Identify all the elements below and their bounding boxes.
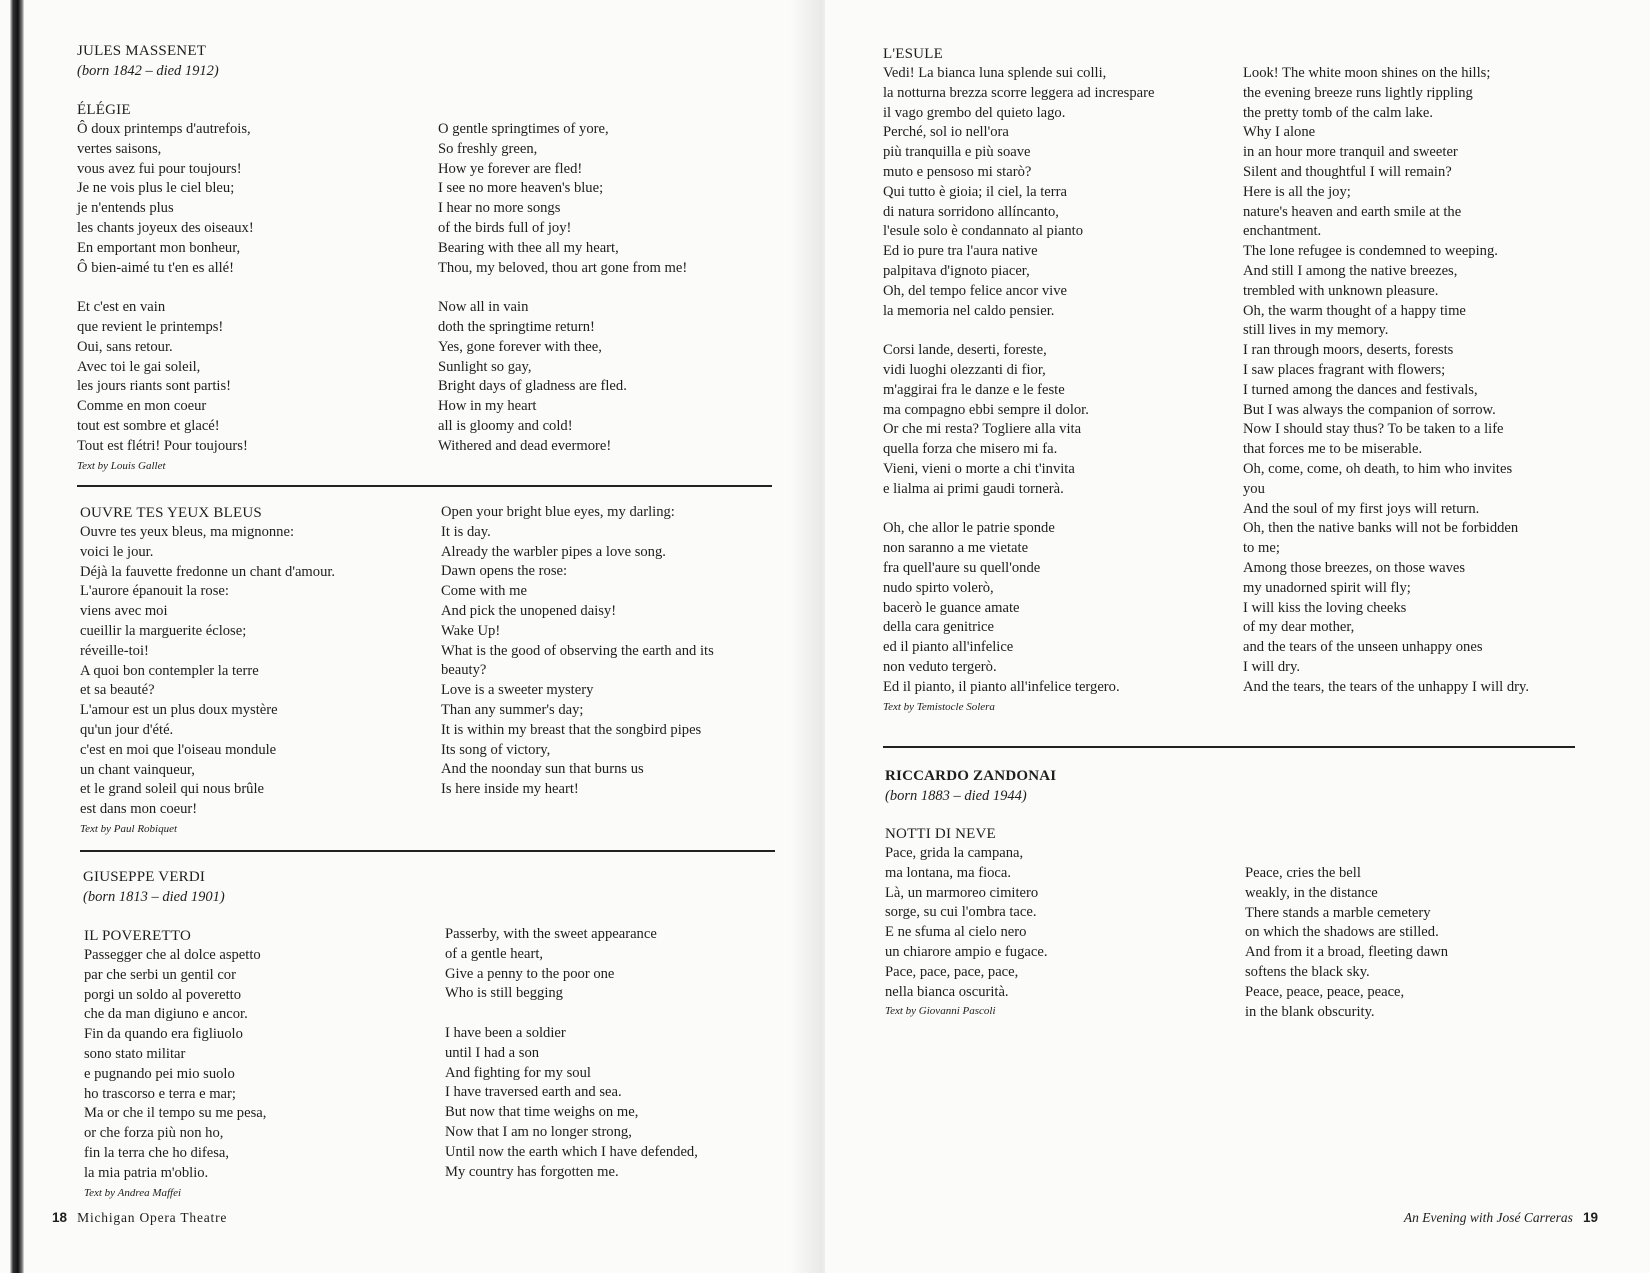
lyric-line: Why I alone [1243,124,1316,141]
lyric-line: Corsi lande, deserti, foreste, [883,342,1047,359]
lyric-line: cueillir la marguerite éclose; [80,622,247,639]
text-credit: Text by Giovanni Pascoli [885,1005,996,1018]
lyric-line: Until now the earth which I have defended, [445,1143,698,1160]
lyric-line: Now that I am no longer strong, [445,1123,632,1140]
text-credit: Text by Temistocle Solera [883,700,995,713]
lyric-line: più tranquilla e più soave [883,144,1031,161]
lyric-line: vertes saisons, [77,140,162,157]
section-divider [80,850,775,852]
lyric-line: Its song of victory, [441,741,551,758]
lyric-line: Passegger che al dolce aspetto [84,947,261,963]
lyric-line: Here is all the joy; [1243,183,1351,200]
lyric-line: sorge, su cui l'ombra tace. [885,904,1037,921]
lyric-line: that forces me to be miserable. [1243,441,1423,458]
lyric-line: che da man digiuno e ancor. [84,1006,248,1023]
lyric-line [883,500,1154,520]
lyric-line: in the blank obscurity. [1245,1003,1375,1020]
lyric-line: la mia patria m'oblio. [84,1164,209,1181]
text-credit: Text by Louis Gallet [77,459,166,472]
lyrics [84,946,266,1184]
lyric-line: to me; [1243,540,1280,557]
composer-dates: (born 1813 – died 1901) [83,889,225,905]
lyric-line: on which the shadows are stilled. [1245,924,1439,941]
composer-name: RICCARDO ZANDONAI [885,768,1057,784]
lyric-line: quella forza che misero mi fa. [883,441,1058,458]
lyric-line: la memoria nel caldo pensier. [883,302,1055,319]
lyric-line: nudo spirto volerò, [883,579,994,596]
text-credit: Text by Andrea Maffei [84,1186,182,1199]
lyric-line: my unadorned spirit will fly; [1243,579,1411,596]
section-divider [77,485,772,487]
publication-name: An Evening with José Carreras [1403,1210,1573,1225]
lyric-line: un chiarore ampio e fugace. [885,943,1048,960]
lyric-line: En emportant mon bonheur, [77,239,241,256]
lyric-line [77,278,254,298]
lyric-line: Là, un marmoreo cimitero [885,884,1039,901]
lyric-line: Give a penny to the poor one [445,965,615,982]
lyric-line: E ne sfuma al cielo nero [885,924,1027,941]
lyric-line: Tout est flétri! Pour toujours! [77,437,248,454]
lyric-line: Come with me [441,583,527,600]
lyric-line: qu'un jour d'été. [80,721,174,738]
poveretto-italian [84,926,266,1201]
lyric-line: ma lontana, ma fioca. [885,864,1012,881]
lyric-line: viens avec moi [80,603,168,620]
lyric-line: There stands a marble cemetery [1245,904,1431,921]
publication-name: Michigan Opera Theatre [77,1210,228,1225]
lyric-line: The lone refugee is condemned to weeping. [1243,243,1498,260]
song-title: NOTTI DI NEVE [885,826,996,842]
lyric-line: non veduto tergerò. [883,658,997,675]
lyric-line: et le grand soleil qui nous brûle [80,781,265,798]
lyric-line: Pace, pace, pace, pace, [885,963,1019,980]
lyric-line: les chants joyeux des oiseaux! [77,219,254,236]
lyric-line: les jours riants sont partis! [77,378,232,395]
lyric-line: Qui tutto è gioia; il ciel, la terra [883,183,1067,200]
lyric-line: Peace, cries the bell [1245,865,1361,881]
lyric-line: Or che mi resta? Togliere alla vita [883,421,1082,438]
lyric-line: Je ne vois plus le ciel bleu; [77,180,235,197]
lyric-line: It is within my breast that the songbird pipes [441,721,702,738]
lyric-line: enchantment. [1243,223,1322,240]
song-title: L'ESULE [883,46,943,62]
lyric-line: I will dry. [1243,658,1301,675]
lyric-line: How ye forever are fled! [438,160,583,177]
lyric-line [438,278,687,298]
lyric-line: I have traversed earth and sea. [445,1084,622,1101]
lyric-line: di natura sorridono allíncanto, [883,203,1059,220]
lyric-line: softens the black sky. [1245,963,1370,980]
lyric-line: sono stato militar [84,1045,186,1062]
lyric-line: Oh, then the native banks will not be forbidden [1243,520,1519,537]
lyric-line: Silent and thoughtful I will remain? [1243,163,1452,180]
lyric-line: par che serbi un gentil cor [84,966,236,983]
lyric-line: Already the warbler pipes a love song. [441,543,666,560]
page-number: 18 [52,1210,68,1225]
lyric-line: L'aurore épanouit la rose: [80,583,229,600]
lyric-line: porgi un soldo al poveretto [84,986,241,1003]
right-page [825,0,1650,1273]
lyric-line: Ouvre tes yeux bleus, ma mignonne: [80,524,294,540]
lyric-line: in an hour more tranquil and sweeter [1243,144,1458,161]
lyric-line: But now that time weighs on me, [445,1104,639,1121]
lyric-line: ed il pianto all'infelice [883,639,1014,656]
lyrics [885,844,1047,1002]
lyric-line: O gentle springtimes of yore, [438,121,609,137]
lyric-line: Peace, peace, peace, peace, [1245,983,1405,1000]
section-divider [883,746,1575,748]
lyric-line: c'est en moi que l'oiseau mondule [80,741,277,758]
lyric-line: nature's heaven and earth smile at the [1243,203,1462,220]
zandonai-header [885,766,1056,806]
ouvre-french [80,503,335,837]
lyric-line: I hear no more songs [438,200,561,217]
lyrics [883,64,1154,698]
lyric-line: Ed il pianto, il pianto all'infelice tergero. [883,678,1120,695]
lyric-line: of a gentle heart, [445,945,544,962]
lyric-line: Bright days of gladness are fled. [438,378,627,395]
lyric-line: fra quell'aure su quell'onde [883,559,1041,576]
lyric-line: Vieni, vieni o morte a chi t'invita [883,460,1075,477]
lyric-line: la notturna brezza scorre leggera ad increspare [883,84,1155,101]
lyric-line: m'aggirai fra le danze e le feste [883,381,1065,398]
lyric-line: So freshly green, [438,140,538,157]
lyric-line: I ran through moors, deserts, forests [1243,342,1454,359]
lyric-line: I saw places fragrant with flowers; [1243,361,1446,378]
lyric-line: ma compagno ebbi sempre il dolor. [883,401,1089,418]
lyric-line: nella bianca oscurità. [885,983,1009,1000]
lyrics [77,120,254,457]
elegie-french [77,100,254,474]
lyric-line: or che forza più non ho, [84,1125,224,1142]
book-spine [10,0,24,1273]
lyric-line: Et c'est en vain [77,299,166,316]
esule-english [1243,64,1529,698]
lyric-line: Vedi! La bianca luna splende sui colli, [883,65,1107,81]
lyric-line: est dans mon coeur! [80,801,198,818]
lyric-line: Comme en mon coeur [77,398,207,415]
lyric-line: voici le jour. [80,543,154,560]
lyric-line: vidi luoghi olezzanti di fior, [883,361,1046,378]
lyric-line: And from it a broad, fleeting dawn [1245,944,1449,961]
lyric-line: And the noonday sun that burns us [441,761,644,778]
lyric-line: Perché, sol io nell'ora [883,124,1009,141]
lyric-line: trembled with unknown pleasure. [1243,282,1439,299]
lyric-line: Who is still begging [445,985,563,1002]
lyric-line: Dawn opens the rose: [441,563,568,580]
lyric-line: Is here inside my heart! [441,781,579,798]
lyric-line: Oh, che allor le patrie sponde [883,520,1055,537]
lyrics [80,523,335,820]
lyric-line: It is day. [441,523,491,540]
elegie-english [438,120,687,457]
lyric-line: Ed io pure tra l'aura native [883,243,1038,260]
composer-dates: (born 1842 – died 1912) [77,63,219,79]
lyric-line: Open your bright blue eyes, my darling: [441,504,675,520]
lyric-line: I have been a soldier [445,1024,566,1041]
lyric-line: que revient le printemps! [77,318,224,335]
massenet-header [77,41,219,81]
lyric-line: What is the good of observing the earth and its [441,642,714,659]
lyric-line: L'amour est un plus doux mystère [80,702,278,719]
lyric-line: Love is a sweeter mystery [441,682,594,699]
lyric-line: il vago grembo del quieto lago. [883,104,1066,121]
lyric-line: e lialma ai primi gaudi tornerà. [883,480,1064,497]
lyric-line: Oh, the warm thought of a happy time [1243,302,1466,319]
lyric-line: of my dear mother, [1243,619,1355,636]
lyric-line: My country has forgotten me. [445,1163,619,1180]
lyric-line: Among those breezes, on those waves [1243,559,1466,576]
lyric-line: Déjà la fauvette fredonne un chant d'amour. [80,563,336,580]
lyric-line: Oui, sans retour. [77,338,173,355]
page-number: 19 [1582,1210,1598,1225]
lyric-line: un chant vainqueur, [80,761,195,778]
composer-dates: (born 1883 – died 1944) [885,788,1027,804]
composer-name: GIUSEPPE VERDI [83,869,206,885]
lyric-line: And the tears, the tears of the unhappy I will dry. [1243,678,1529,695]
lyric-line: l'esule solo è condannato al pianto [883,223,1083,240]
lyric-line: I turned among the dances and festivals, [1243,381,1478,398]
lyric-line: A quoi bon contempler la terre [80,662,259,679]
page-footer-right [1404,1210,1598,1226]
lyric-line: until I had a son [445,1044,540,1061]
lyric-line: Pace, grida la campana, [885,845,1024,861]
song-title: ÉLÉGIE [77,102,131,118]
song-title: OUVRE TES YEUX BLEUS [80,505,262,521]
notti-italian [885,824,1047,1019]
lyric-line: Sunlight so gay, [438,358,532,375]
lyric-line: all is gloomy and cold! [438,417,573,434]
lyric-line: Look! The white moon shines on the hills; [1243,65,1491,81]
lyric-line: Oh, come, come, oh death, to him who invites [1243,460,1513,477]
lyric-line: Passerby, with the sweet appearance [445,926,657,942]
lyric-line: the pretty tomb of the calm lake. [1243,104,1434,121]
text-credit: Text by Paul Robiquet [80,822,178,835]
lyric-line: Fin da quando era figliuolo [84,1026,243,1043]
lyric-line: And the soul of my first joys will return. [1243,500,1480,517]
ouvre-english [441,503,714,800]
lyric-line: Now all in vain [438,299,529,316]
poveretto-english [445,925,698,1182]
lyric-line: ho trascorso e terra e mar; [84,1085,236,1102]
lyric-line [445,1004,698,1024]
notti-english [1245,864,1448,1022]
lyric-line: je n'entends plus [77,200,174,217]
lyric-line: e pugnando pei mio suolo [84,1065,235,1082]
lyric-line: Than any summer's day; [441,701,584,718]
lyric-line: palpitava d'ignoto piacer, [883,262,1030,279]
lyric-line: I will kiss the loving cheeks [1243,599,1407,616]
lyric-line: non saranno a me vietate [883,540,1029,557]
lyric-line: weakly, in the distance [1245,884,1378,901]
lyric-line: I see no more heaven's blue; [438,180,604,197]
lyric-line: How in my heart [438,398,537,415]
lyric-line: Now I should stay thus? To be taken to a life [1243,421,1504,438]
song-title: IL POVERETTO [84,928,191,944]
lyric-line: doth the springtime return! [438,318,595,335]
lyric-line: of the birds full of joy! [438,219,572,236]
lyric-line: Oh, del tempo felice ancor vive [883,282,1067,299]
lyric-line: Bearing with thee all my heart, [438,239,619,256]
lyric-line: still lives in my memory. [1243,322,1389,339]
lyric-line: Ô bien-aimé tu t'en es allé! [77,259,235,276]
lyric-line: Ma or che il tempo su me pesa, [84,1105,267,1122]
lyric-line: della cara genitrice [883,619,994,636]
page-footer-left [52,1210,227,1226]
lyric-line: et sa beauté? [80,682,155,699]
lyric-line: But I was always the companion of sorrow. [1243,401,1496,418]
lyric-line: Ô doux printemps d'autrefois, [77,121,251,137]
lyric-line: réveille-toi! [80,642,149,659]
gutter-shadow [790,0,825,1273]
composer-name: JULES MASSENET [77,43,207,59]
lyric-line: beauty? [441,662,487,679]
lyric-line: And fighting for my soul [445,1064,591,1081]
lyric-line: muto e pensoso mi starò? [883,163,1032,180]
lyric-line: Withered and dead evermore! [438,437,612,454]
verdi-header [83,867,225,907]
lyric-line: vous avez fui pour toujours! [77,160,242,177]
lyric-line: you [1243,480,1265,497]
lyric-line: bacerò le guance amate [883,599,1020,616]
lyric-line: Yes, gone forever with thee, [438,338,602,355]
lyric-line: Thou, my beloved, thou art gone from me! [438,259,688,276]
lyric-line: Avec toi le gai soleil, [77,358,201,375]
lyric-line: the evening breeze runs lightly rippling [1243,84,1473,101]
lyric-line: And pick the unopened daisy! [441,602,617,619]
lyric-line: fin la terra che ho difesa, [84,1144,230,1161]
lyric-line: and the tears of the unseen unhappy ones [1243,639,1483,656]
esule-italian [883,44,1154,715]
lyric-line: tout est sombre et glacé! [77,417,220,434]
lyric-line: And still I among the native breezes, [1243,262,1458,279]
lyric-line: Wake Up! [441,622,501,639]
lyric-line [883,321,1154,341]
